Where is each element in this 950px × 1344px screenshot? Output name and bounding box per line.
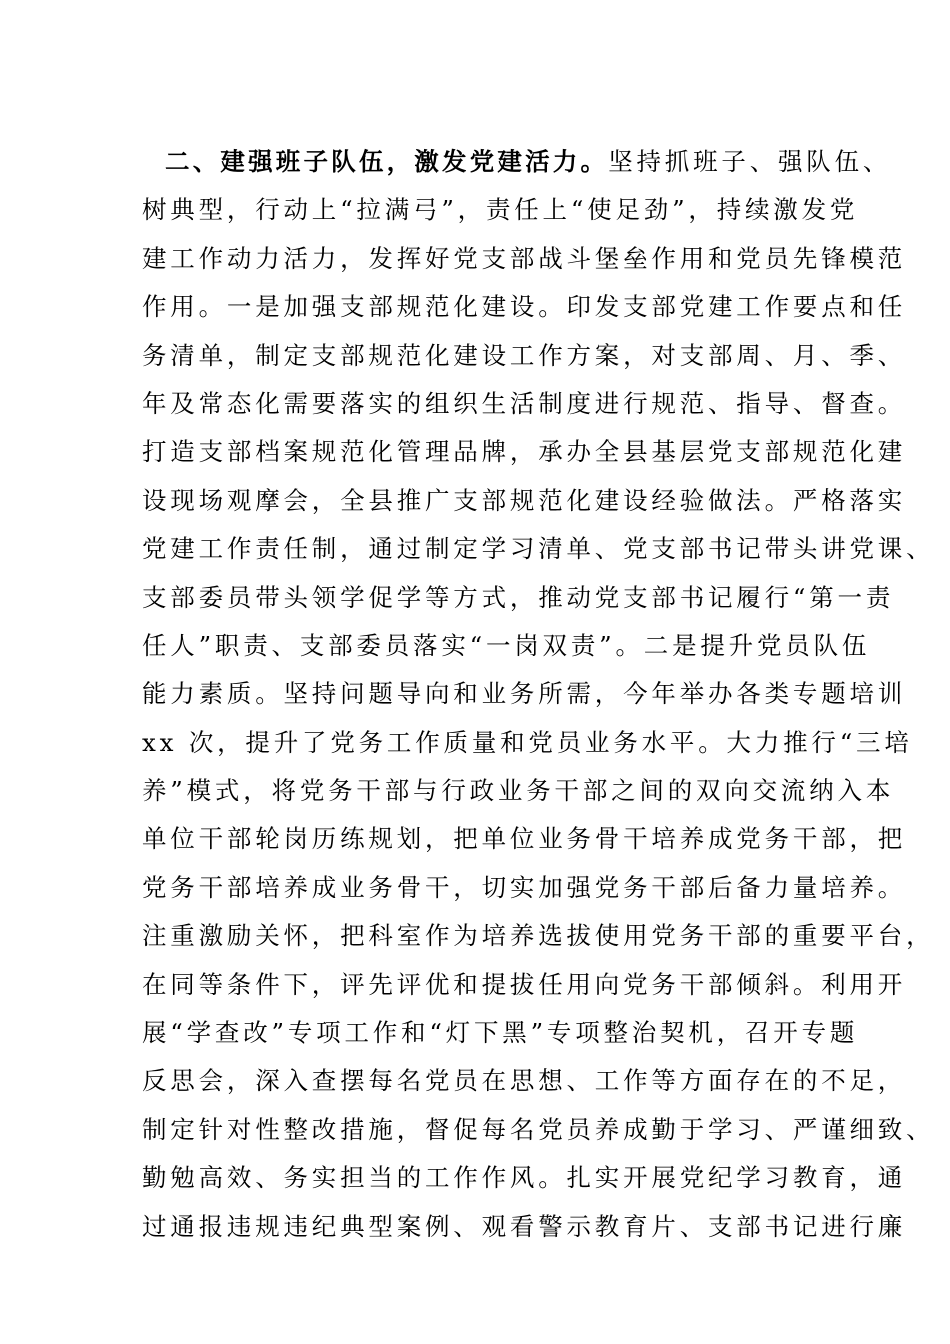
paragraph-line-22: 勤勉高效、务实担当的工作作风。扎实开展党纪学习教育，通 [142, 1163, 907, 1193]
paragraph-line-23: 过通报违规违纪典型案例、观看警示教育片、支部书记进行廉 [142, 1211, 907, 1241]
body-paragraph [142, 138, 935, 1251]
paragraph-line-7: 打造支部档案规范化管理品牌，承办全县基层党支部规范化建 [142, 437, 907, 467]
paragraph-line-12: 能力素质。坚持问题导向和业务所需，今年举办各类专题培训 [142, 679, 907, 709]
paragraph-line-3: 建工作动力活力，发挥好党支部战斗堡垒作用和党员先锋模范 [142, 243, 907, 273]
paragraph-line-15: 单位干部轮岗历练规划，把单位业务骨干培养成党务干部，把 [142, 824, 907, 854]
paragraph-line-2: 树典型，行动上“拉满弓”，责任上“使足劲”，持续激发党 [142, 195, 859, 225]
paragraph-line-13: xx 次，提升了党务工作质量和党员业务水平。大力推行“三培 [142, 727, 913, 757]
paragraph-line-20: 反思会，深入查摆每名党员在思想、工作等方面存在的不足， [142, 1066, 907, 1096]
paragraph-line-16: 党务干部培养成业务骨干，切实加强党务干部后备力量培养。 [142, 872, 907, 902]
paragraph-line-10: 支部委员带头领学促学等方式，推动党支部书记履行“第一责 [142, 582, 895, 612]
paragraph-line-11: 任人”职责、支部委员落实“一岗双责”。二是提升党员队伍 [142, 630, 871, 660]
paragraph-line-21: 制定针对性整改措施，督促每名党员养成勤于学习、严谨细致、 [142, 1114, 935, 1144]
paragraph-line-4: 作用。一是加强支部规范化建设。印发支部党建工作要点和任 [142, 292, 907, 322]
paragraph-line-14: 养”模式，将党务干部与行政业务干部之间的双向交流纳入本 [142, 776, 895, 806]
paragraph-line-1-text: 坚持抓班子、强队伍、 [608, 147, 892, 176]
paragraph-line-6: 年及常态化需要落实的组织生活制度进行规范、指导、督查。 [142, 388, 907, 418]
paragraph-line-1 [142, 138, 892, 186]
paragraph-line-9: 党建工作责任制，通过制定学习清单、党支部书记带头讲党课、 [142, 534, 935, 564]
paragraph-line-17: 注重激励关怀，把科室作为培养选拔使用党务干部的重要平台， [142, 921, 935, 951]
paragraph-line-5: 务清单，制定支部规范化建设工作方案，对支部周、月、季、 [142, 340, 907, 370]
paragraph-line-18: 在同等条件下，评先评优和提拔任用向党务干部倾斜。利用开 [142, 969, 907, 999]
section-heading: 二、建强班子队伍，激发党建活力。 [165, 147, 609, 176]
paragraph-line-8: 设现场观摩会，全县推广支部规范化建设经验做法。严格落实 [142, 485, 907, 515]
paragraph-line-19: 展“学查改”专项工作和“灯下黑”专项整治契机，召开专题 [142, 1018, 859, 1048]
